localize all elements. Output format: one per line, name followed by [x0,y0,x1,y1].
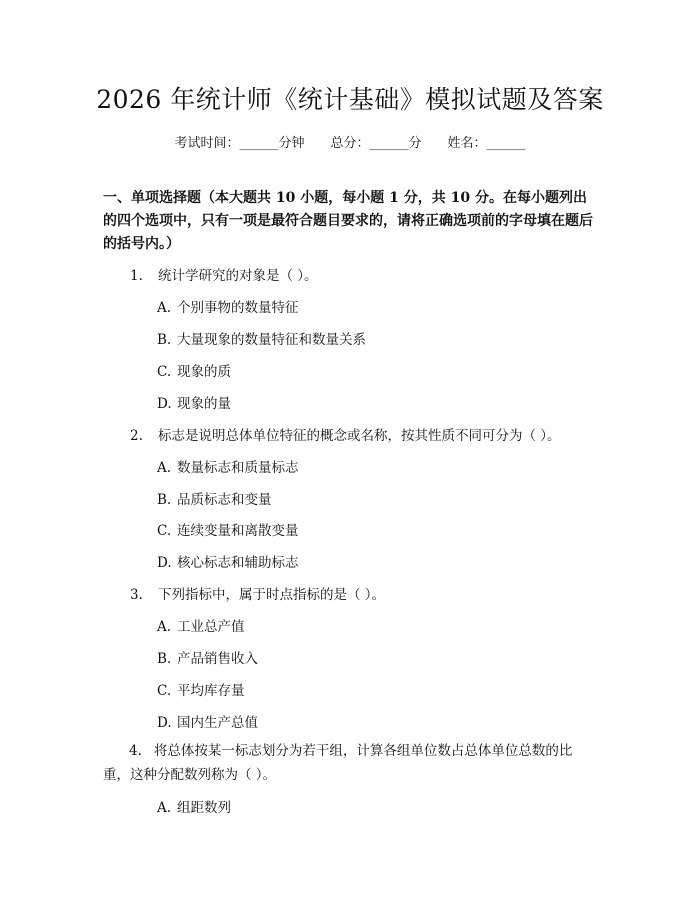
option-2c [157,519,299,539]
option-letter: D. [157,396,172,412]
question-number: 2. [130,428,143,444]
question-3 [130,583,385,603]
option-letter: A. [157,619,172,635]
option-text: 大量现象的数量特征和数量关系 [177,332,366,348]
option-text: 国内生产总值 [177,715,258,731]
option-2a [157,456,299,476]
option-text: 品质标志和变量 [177,492,272,508]
option-3a [157,615,245,635]
option-letter: C. [157,364,172,380]
option-text: 平均库存量 [177,683,245,699]
option-1a [157,296,299,316]
option-3b [157,647,258,667]
option-2b [157,488,272,508]
option-letter: D. [157,555,172,571]
question-text: 标志是说明总体单位特征的概念或名称，按其性质不同可分为（ ）。 [158,428,561,444]
option-letter: A. [157,800,172,816]
page-title: 2026 年统计师《统计基础》模拟试题及答案 [96,85,604,114]
question-number: 4. [129,743,142,759]
exam-total-score: 总分：______分 [330,136,422,151]
option-text: 数量标志和质量标志 [177,460,299,476]
option-4a [157,796,231,816]
option-text: 现象的量 [177,396,231,412]
option-3d [157,711,258,731]
option-letter: C. [157,523,172,539]
option-text: 组距数列 [177,800,231,816]
option-letter: B. [157,651,172,667]
question-4 [103,739,599,787]
exam-time: 考试时间：______分钟 [174,136,305,151]
option-text: 工业总产值 [177,619,245,635]
option-text: 产品销售收入 [177,651,258,667]
option-letter: C. [157,683,172,699]
option-text: 核心标志和辅助标志 [177,555,299,571]
option-letter: A. [157,300,172,316]
question-number: 3. [130,587,143,603]
option-text: 个别事物的数量特征 [177,300,299,316]
question-number: 1. [130,268,143,284]
option-1d [157,392,231,412]
exam-name: 姓名：______ [447,136,526,151]
option-1b [157,328,366,348]
exam-info-line [0,132,700,151]
question-text: 统计学研究的对象是（ ）。 [158,268,318,284]
question-2 [130,424,561,444]
option-2d [157,551,299,571]
option-letter: B. [157,492,172,508]
question-1 [130,264,318,284]
option-letter: B. [157,332,172,348]
option-3c [157,679,245,699]
option-letter: D. [157,715,172,731]
option-1c [157,360,231,380]
option-text: 连续变量和离散变量 [177,523,299,539]
question-text: 下列指标中，属于时点指标的是（ ）。 [158,587,386,603]
section-heading: 一、单项选择题（本大题共 10 小题，每小题 1 分，共 10 分。在每小题列出的四个选项中，只有一项是最符合题目要求的，请将正确选项前的字母填在题后的括号内。） [103,190,593,252]
option-letter: A. [157,460,172,476]
option-text: 现象的质 [177,364,231,380]
question-text: 将总体按某一标志划分为若干组，计算各组单位数占总体单位总数的比重，这种分配数列称为（ ）。 [103,743,573,783]
